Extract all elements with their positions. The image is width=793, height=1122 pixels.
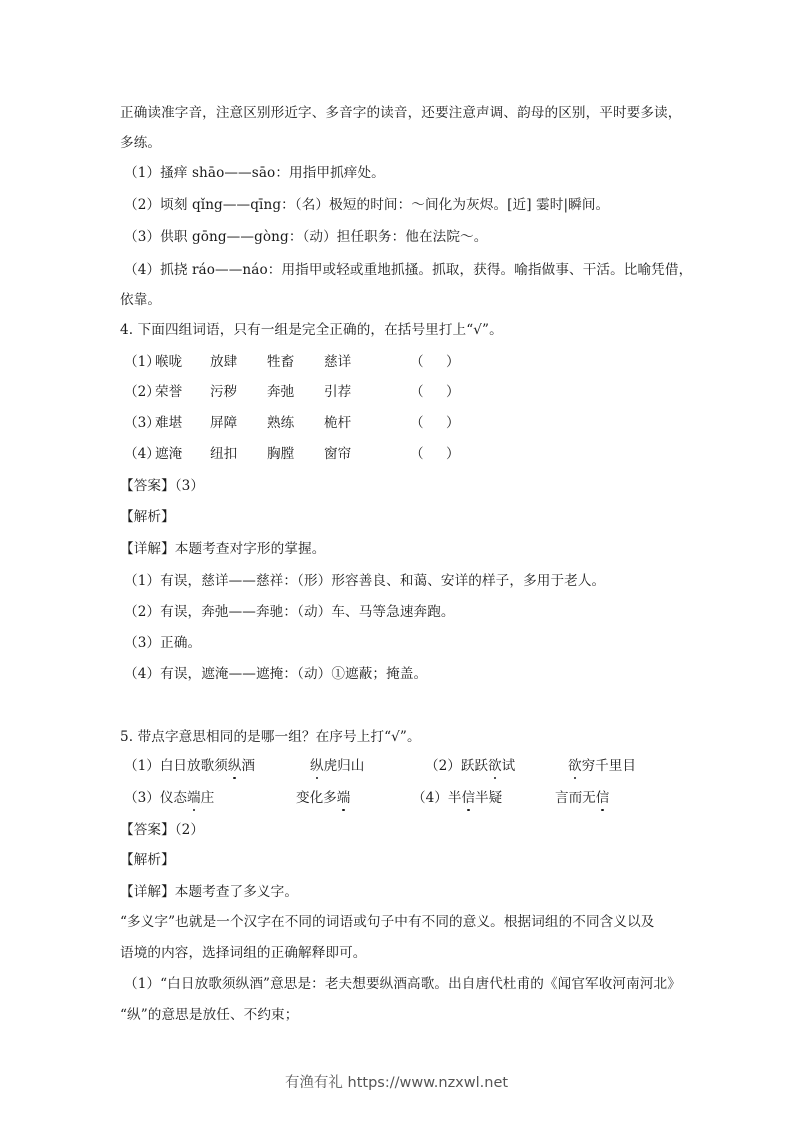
option-number: （2） [425,758,461,774]
word: 桅杆 [324,415,352,431]
q5-option-3-a [124,789,214,807]
q5-para2-line1: （1）“白日放歌须纵酒”意思是：老夫想要纵酒高歌。出自唐代杜甫的《闻官军收河南河北》 [124,976,681,992]
row-number: （1） [124,354,160,370]
q5-option-1-b [310,757,364,775]
dotted-char: 纵 [310,758,324,774]
q5-option-1-a [124,757,255,775]
q4-detail: 【详解】本题考查对字形的掌握。 [120,541,326,557]
text: 半 [447,790,462,806]
row-number: （4） [124,446,160,462]
q5-option-2-b [568,757,636,775]
word: 熟练 [267,415,295,431]
text: 庄 [200,790,215,806]
answer-paren-open: （ [410,384,424,400]
intro-line-2: 多练。 [120,135,162,151]
q5-option-3-b [296,789,350,807]
q5-para1-line1: “多义字”也就是一个汉字在不同的词语或句子中有不同的意义。根据词组的不同含义以及 [120,914,655,930]
text: 穷千里目 [581,758,636,774]
q5-title: 5. 带点字意思相同的是哪一组？在序号上打“√”。 [120,729,421,745]
option-number: （1） [124,758,160,774]
word: 放肆 [210,354,238,370]
answer-paren-close: ） [446,384,460,400]
word: 胸膛 [267,446,295,462]
text: 酒 [241,758,255,774]
text: 变化多 [296,790,337,806]
text: 试 [501,758,516,774]
answer-paren-close: ） [446,446,460,462]
dotted-char: 信 [461,790,476,806]
q3-explanation-1: （1）搔痒 shāo——sāo：用指甲抓痒处。 [124,165,385,181]
q4-analysis-label: 【解析】 [120,509,175,525]
option-number: （3） [124,790,160,806]
q4-explanation-3: （3）正确。 [124,635,202,651]
answer-paren-close: ） [446,354,460,370]
text: 仪态 [159,790,188,806]
q5-para2-line2: “纵”的意思是放任、不约束； [120,1007,299,1023]
dotted-char: 欲 [568,758,582,774]
word: 污秽 [210,384,238,400]
word: 遮淹 [155,446,183,462]
text: 白日放歌须 [159,758,228,774]
word: 纽扣 [210,446,238,462]
option-number: （4） [412,790,448,806]
answer-paren-close: ） [446,415,460,431]
q3-explanation-4: （4）抓挠 ráo——náo：用指甲或轻或重地抓搔。抓取，获得。喻指做事、干活。比喻凭借， [124,262,693,278]
q4-explanation-1: （1）有误，慈详——慈祥：（形）形容善良、和蔼、安详的样子，多用于老人。 [124,573,606,589]
q3-explanation-4-cont: 依靠。 [120,292,162,308]
dotted-char: 端 [336,790,351,806]
word: 慈详 [324,354,352,370]
dotted-char: 端 [187,790,201,806]
dotted-char: 信 [595,790,610,806]
intro-line-1: 正确读准字音，注意区别形近字、多音字的读音，还要注意声调、韵母的区别，平时要多读， [120,105,682,121]
word: 牲畜 [267,354,295,370]
word: 难堪 [155,415,183,431]
q3-explanation-3: （3）供职 gōng——gòng：（动）担任职务：他在法院～。 [124,229,488,245]
text: 言而无 [555,790,596,806]
q5-detail: 【详解】本题考查了多义字。 [120,884,299,900]
text: 跃跃 [460,758,489,774]
footer-watermark: 有渔有礼 https://www.nzxwl.net [284,1075,509,1091]
q4-title: 4. 下面四组词语，只有一组是完全正确的，在括号里打上“√”。 [120,322,503,338]
answer-paren-open: （ [410,446,424,462]
row-number: （2） [124,384,160,400]
q4-explanation-4: （4）有误，遮淹——遮掩：（动）①遮蔽；掩盖。 [124,666,428,682]
word: 荣誉 [155,384,183,400]
text: 虎归山 [323,758,365,774]
q5-answer: 【答案】（2） [120,822,205,838]
q3-explanation-2: （2）顷刻 qǐng——qīng：（名）极短的时间：～间化为灰烬。[近] 霎时|瞬间。 [124,197,610,213]
q5-analysis-label: 【解析】 [120,852,175,868]
q5-para1-line2: 语境的内容，选择词组的正确解释即可。 [120,945,367,961]
dotted-char: 纵 [227,758,242,774]
word: 屏障 [210,415,238,431]
answer-paren-open: （ [410,354,424,370]
q5-option-4-a [412,789,502,807]
q4-answer: 【答案】（3） [120,478,205,494]
q5-option-2-a [425,757,515,775]
answer-paren-open: （ [410,415,424,431]
row-number: （3） [124,415,160,431]
text: 半疑 [475,790,503,806]
q5-option-4-b [555,789,609,807]
q4-explanation-2: （2）有误，奔弛——奔驰：（动）车、马等急速奔跑。 [124,604,455,620]
word: 引荐 [324,384,352,400]
word: 奔弛 [267,384,295,400]
word: 窗帘 [324,446,352,462]
dotted-char: 欲 [488,758,502,774]
word: 喉咙 [155,354,183,370]
